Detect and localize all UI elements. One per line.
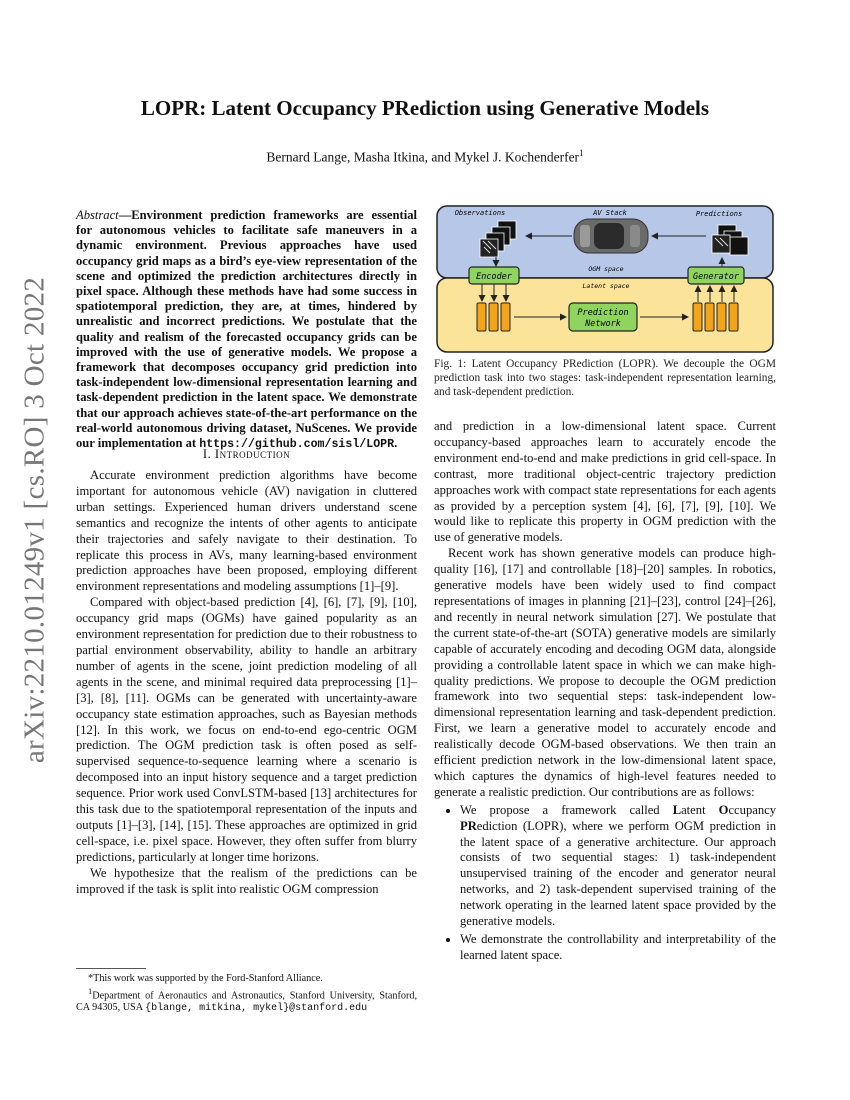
paragraph: Recent work has shown generative models can produce high-quality [16], [17] and controllable [18]–[20] samples. In robotics, generative models have been widely used to find compact representations of images in planning [21]–[23], control [24]–[26], and recently in neural network simulation [27]. We postulate that the current state-of-the-art (SOTA) generative models are similarly capable of accurately encoding and decoding OGM data, alongside providing a controllable latent space in which we can make high-quality predictions. We propose to decouple the OGM prediction framework into two sequential steps: task-independent low-dimensional representation learning and task-dependent prediction. First, we learn a generative model to accurately encode and realistically decode OGM-based observations. We then train an efficient prediction network in the low-dimensional latent space, which captures the dynamics of high-level features needed to generate a realistic prediction. Our contributions are as follows: [434, 546, 776, 799]
bold-letter: O [718, 802, 729, 817]
arxiv-watermark [10, 276, 60, 764]
ogm-space-label: OGM space [588, 265, 624, 273]
section-number: I. [202, 447, 212, 461]
abstract-label: Abstract [76, 208, 119, 222]
input-latent-vectors [477, 303, 510, 331]
paragraph: and prediction in a low-dimensional latent space. Current occupancy-based approaches learn to accurately encode the environment end-to-end and make predictions in grid cell-space. In contrast, more traditional object-centric trajectory prediction approaches work with compact state representations for each agents as provided by a perception system [4], [6], [7], [9], [10]. We would like to replicate this property in OGM prediction with the use of generative models. [434, 419, 776, 545]
figure-caption: Fig. 1: Latent Occupancy PRediction (LOPR). We decouple the OGM prediction task into two stages: task-independent representation learning, and task-dependent prediction. [434, 358, 776, 398]
encoder-label: Encoder [476, 272, 512, 282]
figure-1 [436, 205, 774, 355]
prediction-network-label-2: Network [585, 319, 621, 329]
bold-letter: PR [460, 818, 477, 833]
section-title: Introduction [214, 447, 291, 461]
author-affiliation-mark: 1 [579, 148, 584, 158]
lopr-diagram [436, 205, 774, 355]
predictions-label: Predictions [695, 210, 743, 218]
footnote-affiliation [76, 985, 417, 1015]
bullet-text: atent [681, 802, 719, 817]
observations-label: Observations [454, 209, 506, 217]
abstract-text: Environment prediction frameworks are essential for autonomous vehicles to facilitate safe maneuvers in a dynamic environment. Previous approaches have used occupancy grid maps as a bird’s eye-view representation of the scene and optimized the prediction architectures directly in pixel space. Although these methods have had some success in spatiotemporal prediction, they are, at times, hindered by unrealistic and incorrect predictions. We postulate that the quality and realism of the forecasted occupancy grids can be improved with the use of generative models. We propose a framework that decomposes occupancy grid prediction into task-independent low-dimensional representation learning and task-dependent prediction in the latent space. We demonstrate that our approach achieves state-of-the-art performance on the real-world autonomous driving dataset, NuScenes. We provide our implementation at [76, 208, 417, 451]
paragraph: We hypothesize that the realism of the predictions can be improved if the task is split into realistic OGM compression [76, 865, 417, 896]
affiliation-emails: {blange, mitkina, mykel}@stanford.edu [145, 1003, 368, 1015]
footnote-mark: 1 [88, 986, 93, 996]
arxiv-id: arXiv:2210.01249v1 [cs.RO] 3 Oct 2022 [18, 276, 51, 764]
author-names: Bernard Lange, Masha Itkina, and Mykel J. Kochenderfer [266, 149, 580, 165]
footnotes [76, 968, 417, 1015]
generator-label: Generator [692, 272, 740, 282]
abstract-dash: — [118, 208, 132, 222]
bullet-text: ediction (LOPR), where we perform OGM prediction in the latent space of a generative architecture. Our approach consists of two sequential stages: 1) task-independent unsupervised training of the encoder and generator neural networks, and 2) task-dependent supervised training of the network operating in the learned latent space provided by the generative models. [460, 818, 776, 929]
authors [0, 148, 850, 166]
abstract-end: . [394, 436, 398, 451]
abstract [76, 208, 417, 452]
bullet-text: We propose a framework called [460, 802, 673, 817]
affiliation-text: Department of Aeronautics and Astronautics, Stanford University, Stanford, CA 94305, USA [76, 990, 417, 1014]
right-column-body [434, 419, 776, 966]
left-column-body [76, 468, 417, 897]
paragraph: Compared with object-based prediction [4], [6], [7], [9], [10], occupancy grid maps (OGMs) have gained popularity as an environment representation for prediction due to their robustness to partial environment observability, ability to handle an arbitrary number of agents in the scene, joint prediction modeling of all agents in the scene, and minimal required data preprocessing [1]–[3], [8], [11]. OGMs can be generated with uncertainty-aware occupancy state estimation approaches, such as Bayesian methods [12]. In this work, we focus on end-to-end ego-centric OGM prediction. The OGM prediction task is often posed as self-supervised sequence-to-sequence learning where a scenario is decomposed into an input history sequence and a target prediction sequence. Prior work used ConvLSTM-based [13] architectures for this task due to the spatiotemporal representation of the inputs and outputs [1]–[3], [14], [15]. These approaches are optimized in grid cell-space, i.e. pixel space. However, they often suffer from blurry predictions, particularly at longer time horizons. [76, 595, 417, 864]
prediction-network-label-1: Prediction [577, 308, 629, 318]
list-item [460, 803, 776, 930]
car-icon [574, 219, 648, 253]
bold-letter: L [672, 802, 682, 817]
av-stack-label: AV Stack [593, 209, 627, 217]
paper-title: LOPR: Latent Occupancy PRediction using Generative Models [140, 96, 710, 120]
contributions-list [434, 803, 776, 964]
list-item: • We demonstrate the controllability and interpretability of the learned latent space. [460, 932, 776, 964]
latent-space-label: Latent space [582, 282, 630, 290]
bullet-text: ccupancy [728, 802, 777, 817]
footnote-rule [76, 968, 146, 969]
footnote-funding: *This work was supported by the Ford-Stanford Alliance. [88, 973, 323, 984]
abstract-url[interactable]: https://github.com/sisl/LOPR [199, 438, 395, 452]
paragraph: Accurate environment prediction algorithms have become important for autonomous vehicle (AV) navigation in cluttered urban settings. Experienced human drivers understand scene semantics and recognize the intents of other agents to anticipate their trajectories and safely navigate to their destination. To replicate this process in AVs, many learning-based environment prediction approaches have been proposed, employing different environment representations and modeling assumptions [1]–[9]. [76, 468, 417, 594]
section-heading [76, 447, 417, 462]
